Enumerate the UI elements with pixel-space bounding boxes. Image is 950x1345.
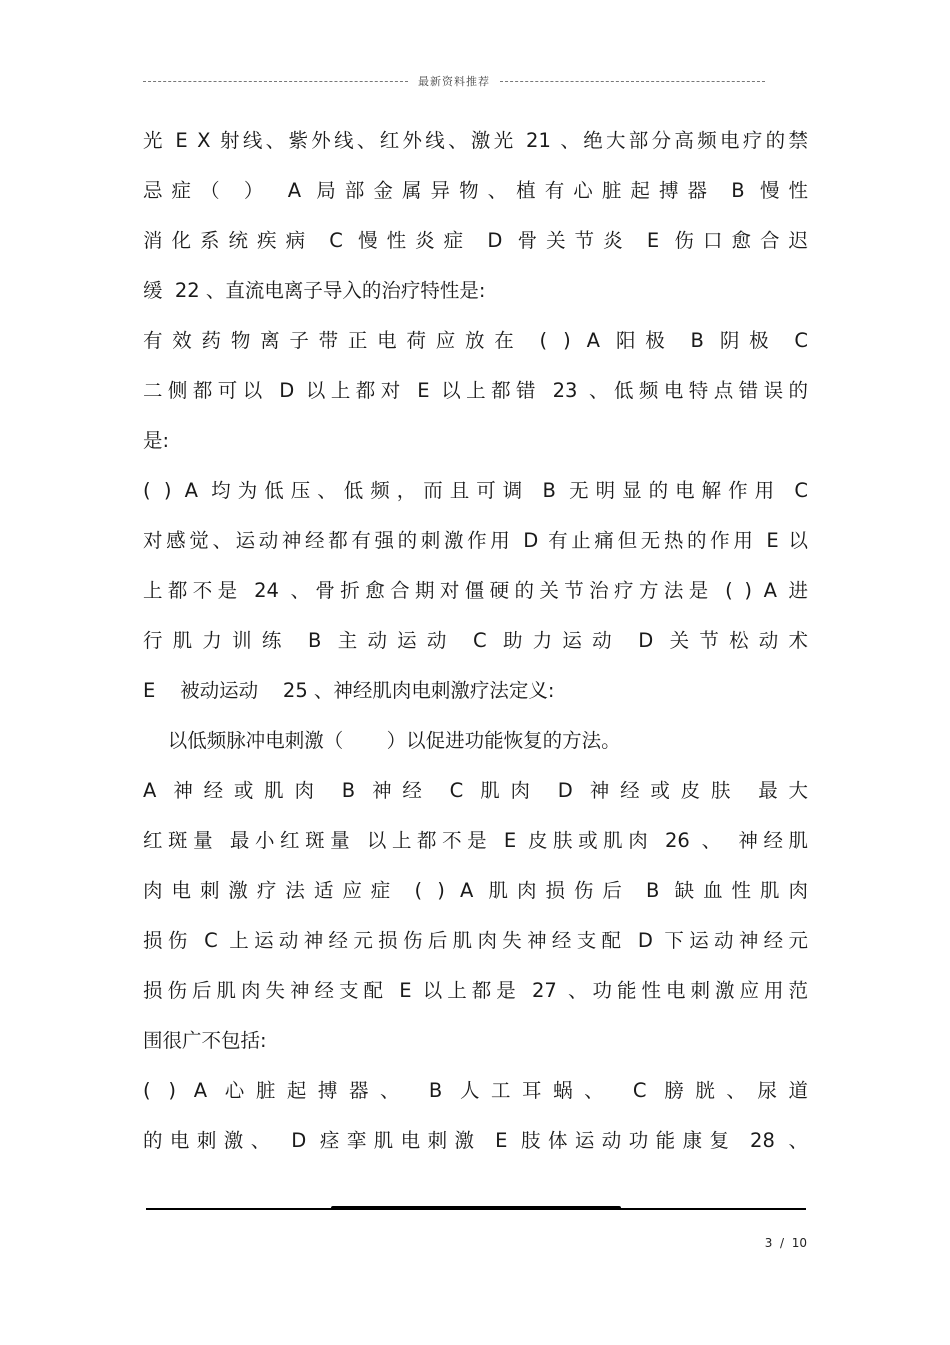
text-line: 是: [143,429,170,452]
text-line: 对感觉、运动神经都有强的刺激作用 D 有止痛但无热的作用 E 以 [143,529,808,552]
header-title: 最新资料推荐 [418,75,490,88]
text-line: A 神经或肌肉 B 神经 C 肌肉 D 神经或皮肤 最大 [143,779,808,802]
text-line: 红斑量 最小红斑量 以上都不是 E 皮肤或肌肉 26 、 神经肌 [143,829,808,852]
header-dashed-rule-left [143,81,408,82]
footer-rule [146,1206,806,1211]
text-line: 忌症（ ） A 局部金属异物、植有心脏起搏器 B 慢性 [143,179,808,202]
text-line: 以低频脉冲电刺激（ ）以促进功能恢复的方法。 [143,729,621,752]
text-line: ( ) A 心脏起搏器、 B 人工耳蜗、 C 膀胱、尿道 [143,1079,808,1102]
header-dashed-rule-right [500,81,765,82]
text-line: ( ) A 均为低压、低频，而且可调 B 无明显的电解作用 C [143,479,808,502]
text-line: 缓 22 、直流电离子导入的治疗特性是: [143,279,486,302]
text-line: E 被动运动 25 、神经肌肉电刺激疗法定义: [143,679,555,702]
text-line: 损伤 C 上运动神经元损伤后肌肉失神经支配 D 下运动神经元 [143,929,808,952]
text-line: 行肌力训练 B 主动运动 C 助力运动 D 关节松动术 [143,629,808,652]
page-header [143,70,765,92]
text-line: 光 E X 射线、紫外线、红外线、激光 21 、绝大部分高频电疗的禁 [143,129,808,152]
text-line: 围很广不包括: [143,1029,267,1052]
document-body [143,116,808,1166]
text-line: 二侧都可以 D 以上都对 E 以上都错 23 、低频电特点错误的 [143,379,808,402]
text-line: 肉电刺激疗法适应症 ( ) A 肌肉损伤后 B 缺血性肌肉 [143,879,808,902]
page-number: 3 / 10 [764,1236,807,1250]
text-line: 损伤后肌肉失神经支配 E 以上都是 27 、功能性电刺激应用范 [143,979,808,1002]
text-line: 上都不是 24 、骨折愈合期对僵硬的关节治疗方法是 ( ) A 进 [143,579,808,602]
text-line: 有效药物离子带正电荷应放在 ( ) A 阳极 B 阴极 C [143,329,808,352]
text-line: 消化系统疾病 C 慢性炎症 D 骨关节炎 E 伤口愈合迟 [143,229,808,252]
text-line: 的电刺激、 D 痉挛肌电刺激 E 肢体运动功能康复 28 、 [143,1129,808,1152]
